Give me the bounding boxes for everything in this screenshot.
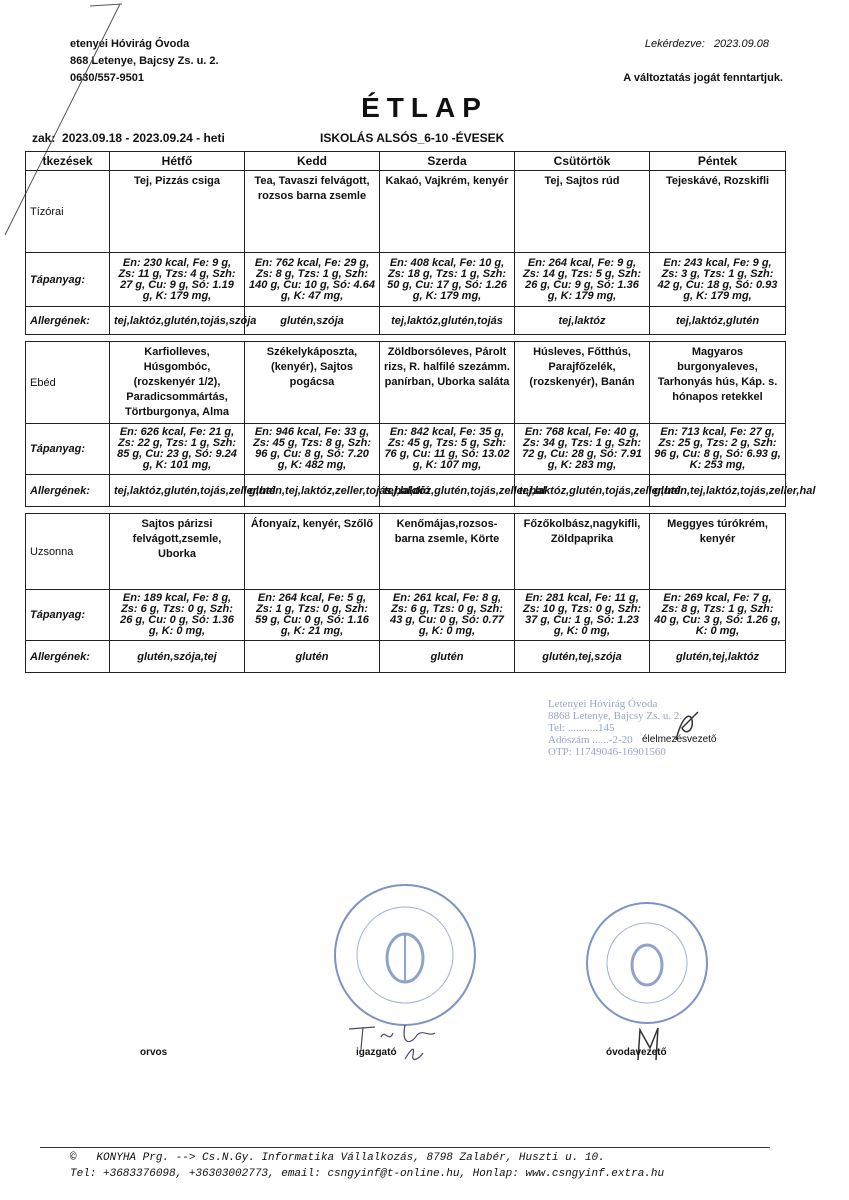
stamp-line: Letenyei Hóvirág Óvoda [548,698,658,710]
nutrition-cell: En: 842 kcal, Fe: 35 g, Zs: 45 g, Tzs: 5 g, Szh: 76 g, Cu: 11 g, Só: 13.02 g, K: 107 mg, [380,424,515,475]
footer-line-2: Tel: +3683376098, +36303002773, email: csngyinf@t-online.hu, Honlap: www.csngyinf.extra.hu [70,1168,665,1180]
period [32,131,225,145]
nutrition-label: Tápanyag: [26,424,110,475]
signer-role-catering: élelmezésvezető [642,734,717,745]
role-doctor: orvos [140,1047,168,1058]
table-row [26,514,786,590]
dish-cell: Magyaros burgonyaleves, Tarhonyás hús, Káp. s. hónapos retekkel [650,342,786,424]
rights-notice: A változtatás jogát fenntartjuk. [623,72,783,84]
nutrition-cell: En: 264 kcal, Fe: 5 g, Zs: 1 g, Tzs: 0 g, Szh: 59 g, Cu: 0 g, Só: 1.16 g, K: 21 mg, [245,590,380,641]
allergens-cell: glutén,tej,laktóz,tojás,zeller,hal [650,475,786,507]
col-header-tuesday: Kedd [245,152,380,171]
nutrition-cell: En: 408 kcal, Fe: 10 g, Zs: 18 g, Tzs: 1 g, Szh: 50 g, Cu: 17 g, Só: 1.26 g, K: 179 mg, [380,253,515,307]
nutrition-cell: En: 261 kcal, Fe: 8 g, Zs: 6 g, Tzs: 0 g, Szh: 43 g, Cu: 0 g, Só: 0.77 g, K: 0 mg, [380,590,515,641]
copyright-icon: © [70,1152,77,1164]
table-row [26,475,786,507]
dish-cell: Meggyes túrókrém, kenyér [650,514,786,590]
allergens-cell: glutén [245,641,380,673]
allergens-cell: glutén,szója [245,307,380,335]
query-date-label: Lekérdezve: [644,38,705,50]
col-header-friday: Péntek [650,152,786,171]
allergens-cell: tej,laktóz,glutén,tojás,zeller,hal [110,475,245,507]
dish-cell: Tej, Pizzás csiga [110,171,245,253]
table-row [26,641,786,673]
footer-software: KONYHA Prg. --> Cs.N.Gy. Informatika Vállalkozás, 8798 Zalabér, Huszti u. 10. [96,1152,605,1164]
query-date [645,38,769,50]
age-group: ISKOLÁS ALSÓS_6-10 -ÉVESEK [320,131,505,145]
org-phone: 0630/557-9501 [70,72,145,84]
allergens-label: Allergének: [26,475,110,507]
nutrition-label: Tápanyag: [26,590,110,641]
page-title: ÉTLAP [361,92,488,123]
table-row [26,342,786,424]
nutrition-cell: En: 281 kcal, Fe: 11 g, Zs: 10 g, Tzs: 0 g, Szh: 37 g, Cu: 1 g, Só: 1.23 g, K: 0 mg, [515,590,650,641]
dish-cell: Húsleves, Főtthús, Parajfőzelék, (rozskenyér), Banán [515,342,650,424]
stamp-line: OTP: 11749046-16901560 [548,746,666,758]
allergens-cell: tej,laktóz,glutén,tojás,zeller,hal [515,475,650,507]
table-row [26,307,786,335]
meal-name: Tízórai [26,171,110,253]
query-date-value: 2023.09.08 [713,38,769,50]
table-row [26,590,786,641]
allergens-cell: tej,laktóz [515,307,650,335]
table-header-row [26,152,786,171]
stamp-line: Adószám ......-2-20 [548,734,633,746]
col-header-thursday: Csütörtök [515,152,650,171]
footer-divider [40,1147,770,1148]
allergens-cell: glutén [380,641,515,673]
period-range: 2023.09.18 - 2023.09.24 - heti [62,131,225,145]
stamp-line: 8868 Letenye, Bajcsy Zs. u. 2. [548,710,683,722]
col-header-wednesday: Szerda [380,152,515,171]
allergens-cell: tej,laktóz,glutén,tojás,zeller,hal [380,475,515,507]
nutrition-cell: En: 189 kcal, Fe: 8 g, Zs: 6 g, Tzs: 0 g, Szh: 26 g, Cu: 0 g, Só: 1.36 g, K: 0 mg, [110,590,245,641]
dish-cell: Sajtos párizsi felvágott,zsemle, Uborka [110,514,245,590]
table-row [26,171,786,253]
nutrition-cell: En: 762 kcal, Fe: 29 g, Zs: 8 g, Tzs: 1 g, Szh: 140 g, Cu: 10 g, Só: 4.64 g, K: 47 mg, [245,253,380,307]
dish-cell: Zöldborsóleves, Párolt rizs, R. halfilé szezámm. panírban, Uborka saláta [380,342,515,424]
allergens-cell: glutén,tej,szója [515,641,650,673]
role-principal: igazgató [356,1047,397,1058]
dish-cell: Tejeskávé, Rozskifli [650,171,786,253]
allergens-label: Allergének: [26,307,110,335]
dish-cell: Tea, Tavaszi felvágott, rozsos barna zsemle [245,171,380,253]
footer-line-1 [70,1150,664,1166]
table-row [26,424,786,475]
signature-kindergarten-head [628,1024,668,1064]
school-seal [330,880,480,1030]
address-stamp [548,698,682,758]
allergens-cell: glutén,szója,tej [110,641,245,673]
dish-cell: Kenőmájas,rozsos-barna zsemle, Körte [380,514,515,590]
org-address: 868 Letenye, Bajcsy Zs. u. 2. [70,55,219,67]
allergens-cell: tej,laktóz,glutén,tojás,szója [110,307,245,335]
dish-cell: Áfonyaíz, kenyér, Szőlő [245,514,380,590]
nutrition-cell: En: 946 kcal, Fe: 33 g, Zs: 45 g, Tzs: 8 g, Szh: 96 g, Cu: 8 g, Só: 7.20 g, K: 482 mg, [245,424,380,475]
nutrition-cell: En: 626 kcal, Fe: 21 g, Zs: 22 g, Tzs: 1 g, Szh: 85 g, Cu: 23 g, Só: 9.24 g, K: 101 mg, [110,424,245,475]
allergens-label: Allergének: [26,641,110,673]
table-separator [26,507,786,514]
dish-cell: Karfiolleves, Húsgombóc, (rozskenyér 1/2), Paradicsommártás, Törtburgonya, Alma [110,342,245,424]
allergens-cell: tej,laktóz,glutén,tojás [380,307,515,335]
meal-name: Ebéd [26,342,110,424]
table-row [26,253,786,307]
nutrition-label: Tápanyag: [26,253,110,307]
signature-catering [668,706,708,746]
col-header-meal: tkezések [26,152,110,171]
menu-table [25,151,816,673]
dish-cell: Tej, Sajtos rúd [515,171,650,253]
dish-cell: Kakaó, Vajkrém, kenyér [380,171,515,253]
nutrition-cell: En: 243 kcal, Fe: 9 g, Zs: 3 g, Tzs: 1 g, Szh: 42 g, Cu: 18 g, Só: 0.93 g, K: 179 mg, [650,253,786,307]
nutrition-cell: En: 768 kcal, Fe: 40 g, Zs: 34 g, Tzs: 1 g, Szh: 72 g, Cu: 28 g, Só: 7.91 g, K: 283 mg, [515,424,650,475]
table-separator [26,335,786,342]
col-header-monday: Hétfő [110,152,245,171]
kindergarten-seal [582,898,712,1028]
nutrition-cell: En: 230 kcal, Fe: 9 g, Zs: 11 g, Tzs: 4 g, Szh: 27 g, Cu: 9 g, Só: 1.19 g, K: 179 mg, [110,253,245,307]
allergens-cell: tej,laktóz,glutén [650,307,786,335]
meal-name: Uzsonna [26,514,110,590]
stamp-line: Tel: ...........145 [548,722,615,734]
allergens-cell: glutén,tej,laktóz [650,641,786,673]
role-kindergarten-head: óvodavezető [606,1047,667,1058]
allergens-cell: glutén,tej,laktóz,zeller,tojás,hal,dió [245,475,380,507]
dish-cell: Székelykáposzta, (kenyér), Sajtos pogácsa [245,342,380,424]
nutrition-cell: En: 264 kcal, Fe: 9 g, Zs: 14 g, Tzs: 5 g, Szh: 26 g, Cu: 9 g, Só: 1.36 g, K: 179 mg, [515,253,650,307]
org-name: etenyei Hóvirág Óvoda [70,38,190,50]
nutrition-cell: En: 269 kcal, Fe: 7 g, Zs: 8 g, Tzs: 1 g, Szh: 40 g, Cu: 3 g, Só: 1.26 g, K: 0 mg, [650,590,786,641]
nutrition-cell: En: 713 kcal, Fe: 27 g, Zs: 25 g, Tzs: 2 g, Szh: 96 g, Cu: 8 g, Só: 6.93 g, K: 253 mg, [650,424,786,475]
dish-cell: Főzőkolbász,nagykifli, Zöldpaprika [515,514,650,590]
footer [70,1150,664,1182]
period-label: zak: [32,131,56,145]
